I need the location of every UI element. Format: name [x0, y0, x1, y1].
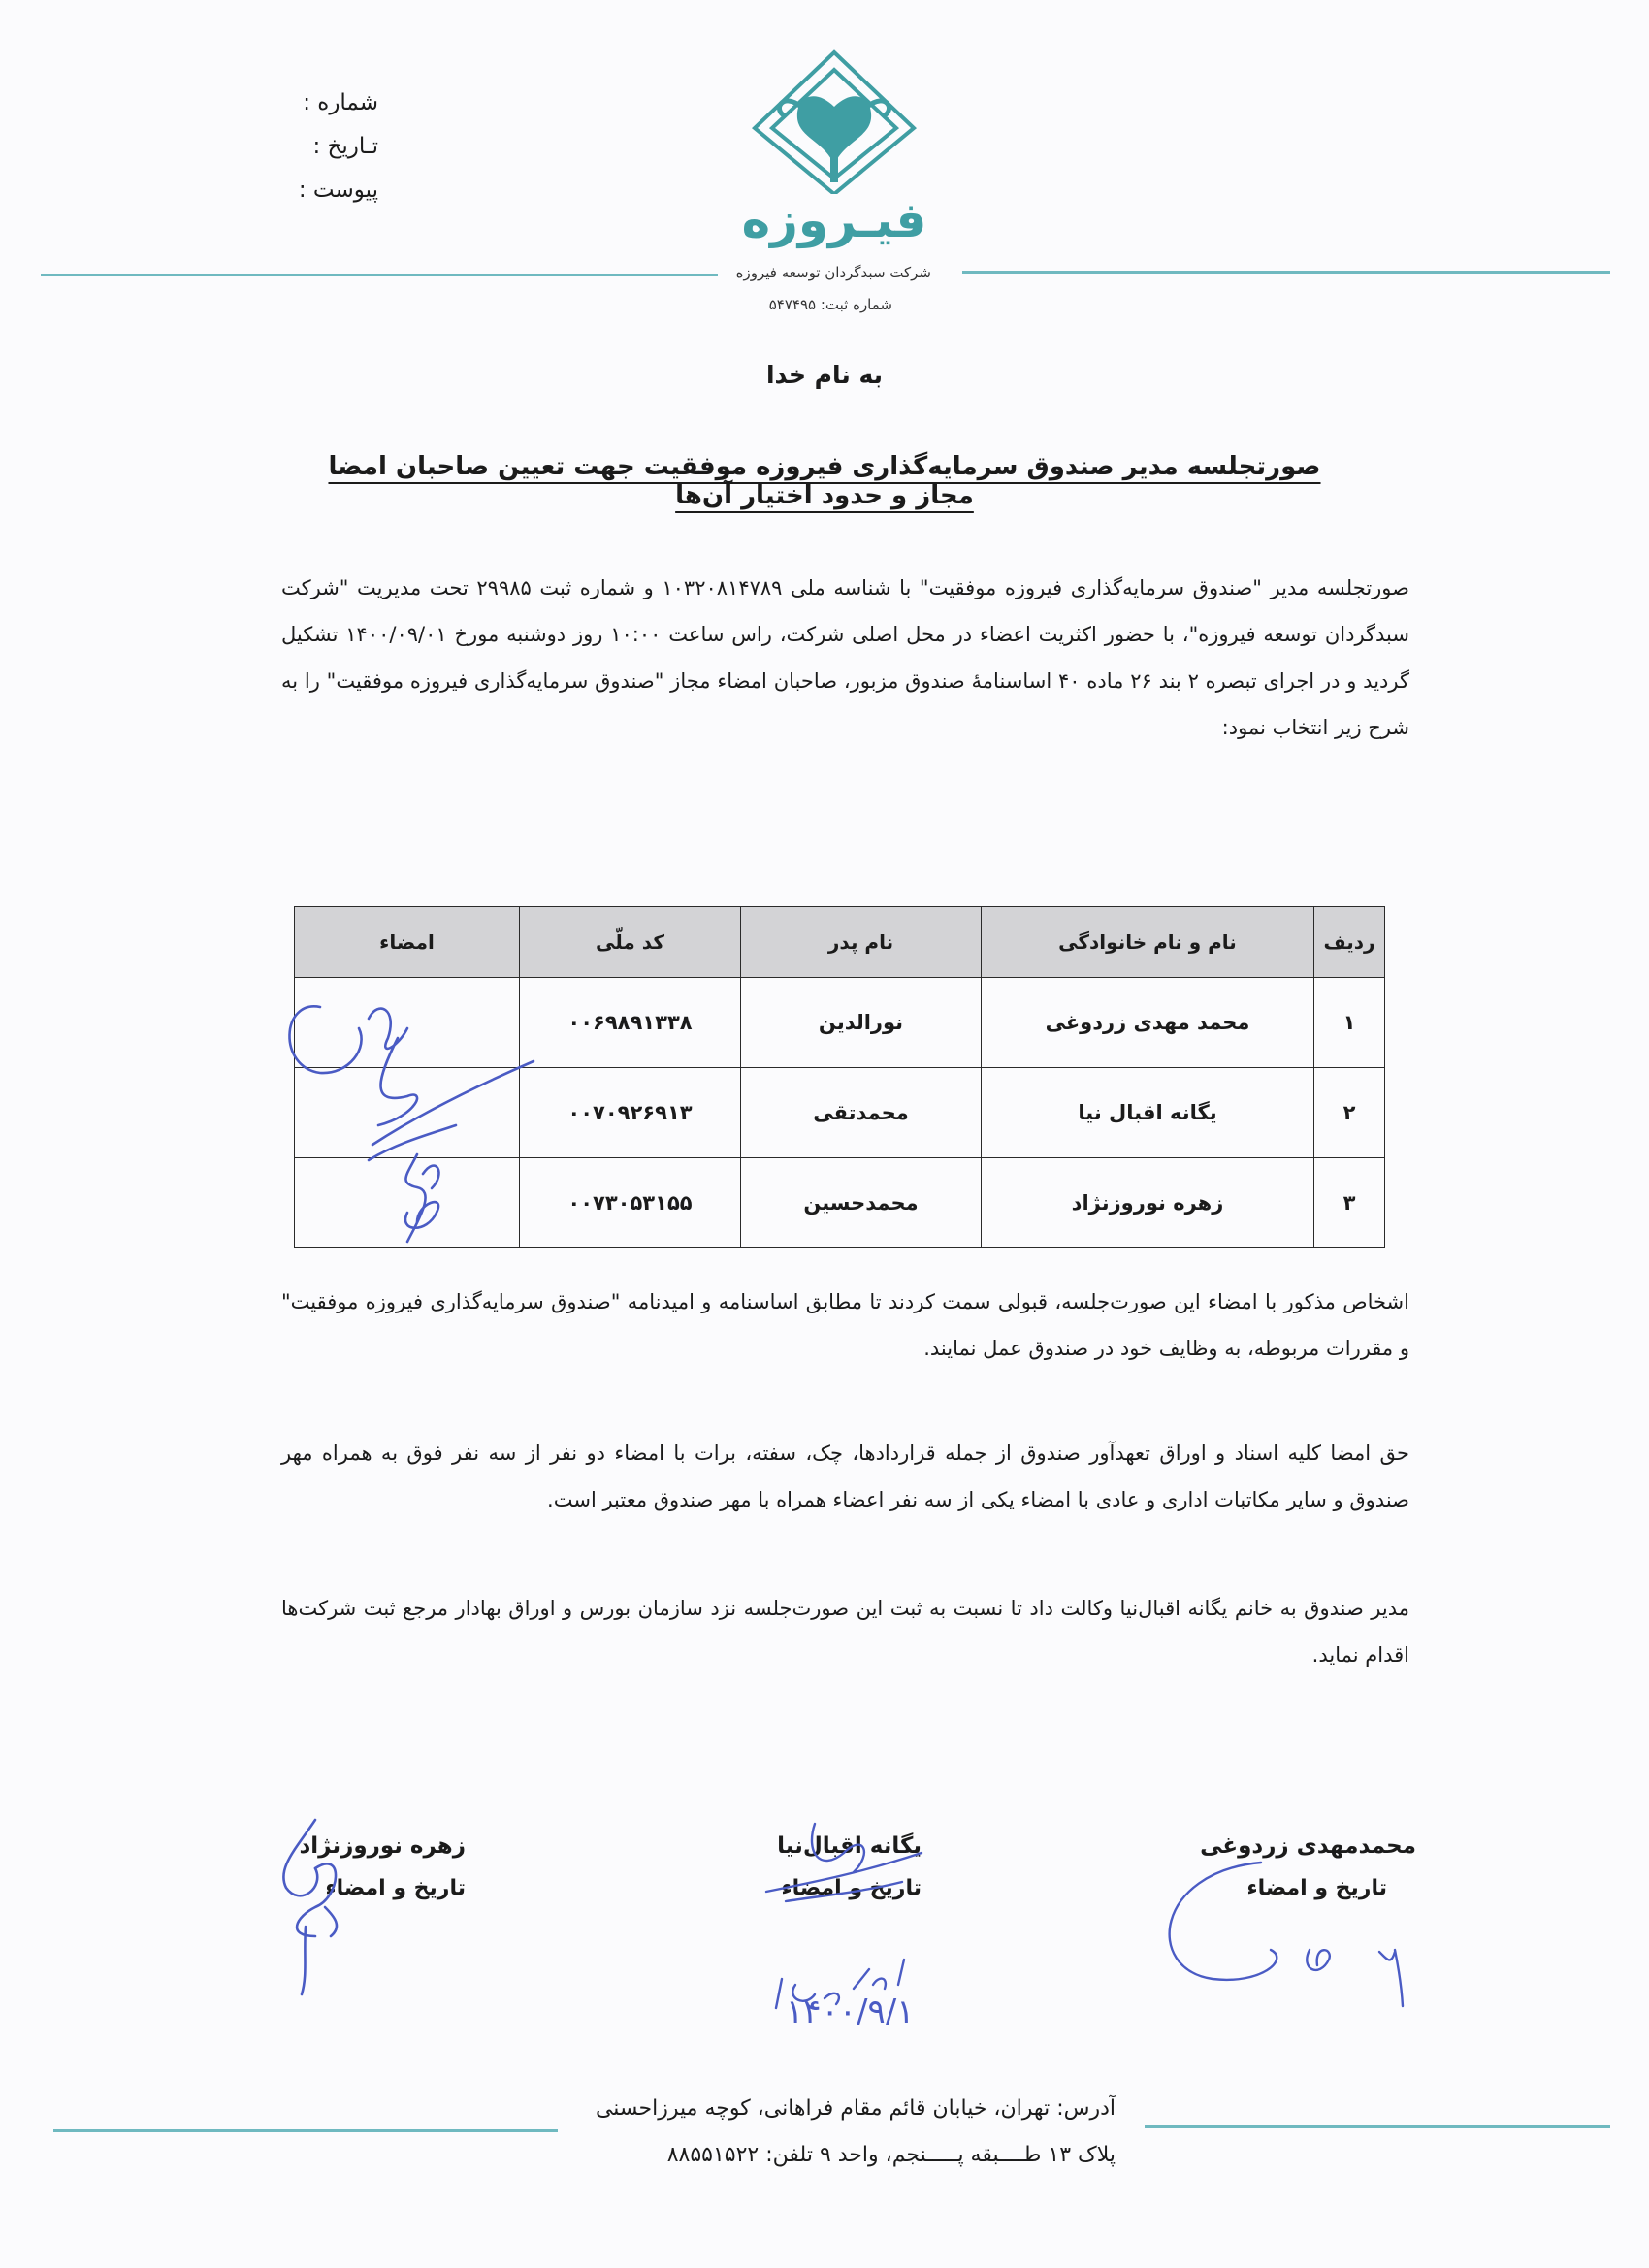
page-title: صورتجلسه مدیر صندوق سرمایه‌گذاری فیروزه موفقیت جهت تعیین صاحبان امضا مجاز و حدود اختیار آن‌ها — [328, 452, 1321, 510]
brand-name: فیـروزه — [741, 192, 927, 248]
col-father: نام پدر — [741, 907, 982, 978]
intro-paragraph — [281, 565, 1409, 751]
authority-paragraph — [281, 1430, 1409, 1523]
member-name: یگانه اقبال نیا — [982, 1068, 1314, 1158]
acceptance-paragraph — [281, 1279, 1409, 1372]
member-name: محمد مهدی زردوغی — [982, 978, 1314, 1068]
row-number: ۳ — [1314, 1158, 1385, 1248]
date-label: تـاریخ : — [312, 134, 378, 159]
signatory-caption: تاریخ و امضاء — [1246, 1876, 1387, 1900]
footer-rule-left — [53, 2129, 558, 2132]
number-label: شماره : — [303, 90, 378, 115]
bismillah: به نام خدا — [765, 361, 884, 389]
attachment-label: پیوست : — [298, 178, 378, 203]
table-header-row — [295, 907, 1385, 978]
father-name: محمدحسین — [741, 1158, 982, 1248]
footer-address — [572, 2086, 1116, 2179]
address-line-1: آدرس: تهران، خیابان قائم مقام فراهانی، کوچه میرزاحسنی — [595, 2096, 1116, 2121]
signature-eghbalnia-icon — [728, 1814, 960, 2037]
signatory-caption: تاریخ و امضاء — [325, 1876, 466, 1900]
signature-norouznejad-icon — [257, 1810, 373, 2004]
header-rule-left — [41, 274, 718, 276]
delegation-paragraph — [281, 1585, 1409, 1678]
signatory-name: محمدمهدی زردوغی — [1200, 1833, 1416, 1859]
company-logo — [737, 49, 931, 198]
footer-rule-right — [1145, 2125, 1610, 2128]
signatory-caption: تاریخ و امضاء — [781, 1876, 922, 1900]
national-id: ۰۰۷۳۰۵۳۱۵۵ — [520, 1158, 741, 1248]
table-signatures-icon — [272, 980, 563, 1271]
document-meta — [262, 81, 378, 212]
address-line-2: پلاک ۱۳ طــــبقه پـــــنجم، واحد ۹ تلفن: ۸۸۵۵۱۵۲۲ — [666, 2143, 1116, 2167]
logo-emblem-icon — [737, 49, 931, 194]
handwritten-date: ۱۴۰۰/۹/۱ — [786, 1993, 915, 2031]
delegation-text: مدیر صندوق به خانم یگانه اقبال‌نیا وکالت داد تا نسبت به ثبت این صورت‌جلسه نزد سازمان بورس و اوراق بهادار مرجع ثبت شرکت‌ها اقدام نماید. — [281, 1597, 1409, 1667]
brand-subtitle: شرکت سبدگردان توسعه فیروزه — [735, 264, 931, 281]
signatory-name: زهره نوروزنژاد — [299, 1833, 466, 1859]
national-id: ۰۰۶۹۸۹۱۳۳۸ — [520, 978, 741, 1068]
col-signature: امضاء — [295, 907, 520, 978]
header-rule-right — [962, 271, 1610, 274]
father-name: محمدتقی — [741, 1068, 982, 1158]
row-number: ۲ — [1314, 1068, 1385, 1158]
acceptance-text: اشخاص مذکور با امضاء این صورت‌جلسه، قبولی سمت کردند تا مطابق اساسنامه و امیدنامه "صندوق سرمایه‌گذاری فیروزه موفقیت" و مقررات مربوطه، به وظایف خود در صندوق عمل نمایند. — [281, 1290, 1409, 1360]
member-name: زهره نوروزنژاد — [982, 1158, 1314, 1248]
registration-number: شماره ثبت: ۵۴۷۴۹۵ — [768, 296, 892, 313]
signature-zardoughi-icon — [1145, 1843, 1436, 2037]
row-number: ۱ — [1314, 978, 1385, 1068]
col-national-id: کد ملّی — [520, 907, 741, 978]
father-name: نورالدین — [741, 978, 982, 1068]
national-id: ۰۰۷۰۹۲۶۹۱۳ — [520, 1068, 741, 1158]
authority-text: حق امضا کلیه اسناد و اوراق تعهدآور صندوق از جمله قراردادها، چک، سفته، برات با امضاء دو نفر از سه نفر فوق به همراه مهر صندوق و سایر مکاتبات اداری و عادی با امضاء یکی از سه نفر اعضاء همراه با مهر صندوق معتبر است. — [281, 1442, 1409, 1511]
signatory-name: یگانه اقبال‌نیا — [777, 1833, 922, 1859]
col-name: نام و نام خانوادگی — [982, 907, 1314, 978]
intro-text: صورتجلسه مدیر "صندوق سرمایه‌گذاری فیروزه موفقیت" با شناسه ملی ۱۰۳۲۰۸۱۴۷۸۹ و شماره ثبت ۲۹۹۸۵ تحت مدیریت "شرکت سبدگردان توسعه فیروزه"، با حضور اکثریت اعضاء در محل اصلی شرکت، راس ساعت ۱۰:۰۰ روز دوشنبه مورخ ۱۴۰۰/۰۹/۰۱ تشکیل گردید و در اجرای تبصره ۲ بند ۲۶ ماده ۴۰ اساسنامهٔ صندوق مزبور، صاحبان امضاء مجاز "صندوق سرمایه‌گذاری فیروزه موفقیت" را به شرح زیر انتخاب نمود: — [281, 576, 1409, 739]
col-row: ردیف — [1314, 907, 1385, 978]
